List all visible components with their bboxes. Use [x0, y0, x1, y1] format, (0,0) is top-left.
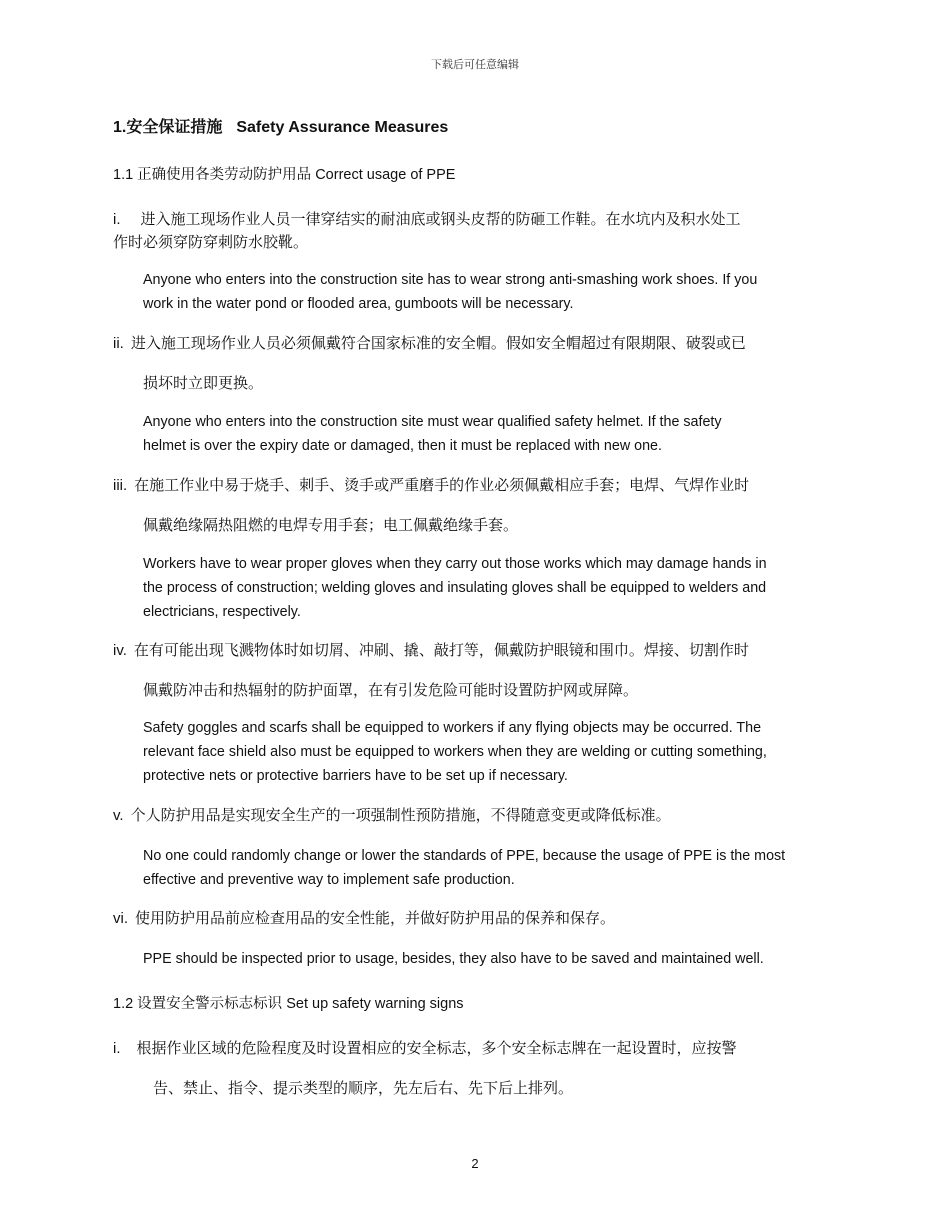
section-heading	[113, 114, 448, 137]
item-text-cn-cont: 佩戴绝缘隔热阻燃的电焊专用手套；电工佩戴绝缘手套。	[143, 516, 519, 534]
item-text-en	[143, 268, 843, 316]
item-number: iii.	[113, 477, 128, 494]
item-text-cn: 在施工作业中易于烧手、刺手、烫手或严重磨手的作业必须佩戴相应手套；电焊、气焊作业时	[134, 476, 750, 494]
item-number: iv.	[113, 642, 127, 659]
item-text-cn: 在有可能出现飞溅物体时如切屑、冲刷、撬、敲打等，佩戴防护眼镜和围巾。焊接、切割作时	[133, 641, 749, 659]
list-item-cn	[113, 208, 741, 231]
list-item-cn	[113, 907, 615, 930]
en-line: Workers have to wear proper gloves when they carry out those works which may damage hands in	[143, 556, 767, 572]
en-line: effective and preventive way to implement safe production.	[143, 872, 515, 888]
item-text-en	[143, 552, 843, 624]
item-text-cn: 个人防护用品是实现安全生产的一项强制性预防措施，不得随意变更或降低标准。	[130, 806, 671, 824]
list-item-cn	[113, 474, 749, 497]
item-text-en	[143, 716, 843, 788]
en-line: the process of construction; welding gloves and insulating gloves shall be equipped to welders and	[143, 580, 767, 596]
page-number: 2	[471, 1156, 479, 1171]
en-line: Safety goggles and scarfs shall be equipped to workers if any flying objects may be occurred. The	[143, 720, 762, 736]
en-line: relevant face shield also must be equipped to workers when they are welding or cutting something,	[143, 744, 767, 760]
subsection-heading-1-1: 1.1 正确使用各类劳动防护用品 Correct usage of PPE	[113, 167, 456, 183]
subsection-heading-1-2: 1.2 设置安全警示标志标识 Set up safety warning signs	[113, 996, 464, 1012]
section-title-cn: 1.安全保证措施	[113, 119, 223, 136]
item-text-cn-cont: 作时必须穿防穿刺防水胶靴。	[113, 233, 309, 251]
list-item-cn	[113, 804, 671, 827]
en-line: helmet is over the expiry date or damaged, then it must be replaced with new one.	[143, 438, 662, 454]
list-item-cn	[113, 639, 749, 662]
item-text-cn-cont: 佩戴防冲击和热辐射的防护面罩，在有引发危险可能时设置防护网或屏障。	[143, 681, 639, 699]
item-text-cn: 进入施工现场作业人员必须佩戴符合国家标准的安全帽。假如安全帽超过有限期限、破裂或已	[130, 334, 746, 352]
item-number: ii.	[113, 335, 124, 352]
en-line: protective nets or protective barriers have to be set up if necessary.	[143, 768, 568, 784]
item-text-en	[143, 844, 843, 892]
item-text-cn: 使用防护用品前应检查用品的安全性能，并做好防护用品的保养和保存。	[135, 909, 616, 927]
list-item-cn	[113, 1037, 737, 1060]
en-line: Anyone who enters into the construction site has to wear strong anti-smashing work shoes. If you	[143, 272, 758, 288]
item-number: v.	[113, 807, 124, 824]
section-title-en: Safety Assurance Measures	[236, 119, 449, 136]
item-text-cn-cont: 损坏时立即更换。	[143, 374, 264, 392]
en-line: electricians, respectively.	[143, 604, 301, 620]
page-header: 下载后可任意编辑	[431, 58, 519, 71]
en-line: Anyone who enters into the construction site must wear qualified safety helmet. If the safety	[143, 414, 722, 430]
item-number: vi.	[113, 910, 128, 927]
item-text-cn: 根据作业区域的危险程度及时设置相应的安全标志，多个安全标志牌在一起设置时，应按警	[136, 1039, 737, 1057]
item-text-cn-cont: 告、禁止、指令、提示类型的顺序，先左后右、先下后上排列。	[153, 1079, 574, 1097]
item-number: i.	[113, 1040, 121, 1057]
en-line: PPE should be inspected prior to usage, besides, they also have to be saved and maintained well.	[143, 951, 764, 967]
list-item-cn	[113, 332, 746, 355]
en-line: No one could randomly change or lower the standards of PPE, because the usage of PPE is the most	[143, 848, 786, 864]
item-text-en	[143, 410, 843, 458]
en-line: work in the water pond or flooded area, gumboots will be necessary.	[143, 296, 574, 312]
item-text-cn: 进入施工现场作业人员一律穿结实的耐油底或钢头皮帮的防砸工作鞋。在水坑内及积水处工	[140, 210, 741, 228]
item-text-en	[143, 947, 843, 971]
item-number: i.	[113, 211, 121, 228]
